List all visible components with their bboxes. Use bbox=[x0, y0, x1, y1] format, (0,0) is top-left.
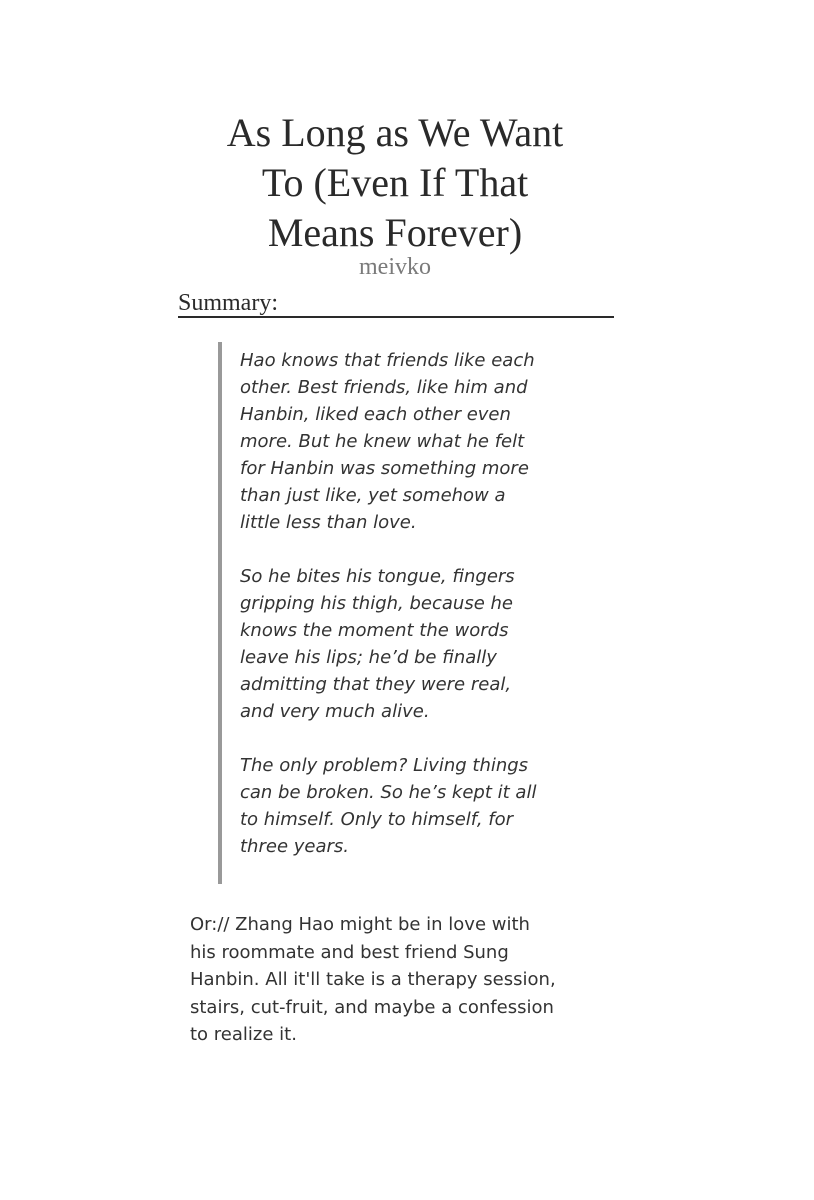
summary-heading: Summary: bbox=[178, 289, 614, 318]
summary-paragraph: So he bites his tongue, fingers gripping his thigh, because he knows the moment the words leave his lips; he’d be finally admitting that they were real, and very much alive. bbox=[240, 566, 515, 722]
summary-blockquote bbox=[218, 342, 578, 884]
alternate-summary: Or:// Zhang Hao might be in love with his roommate and best friend Sung Hanbin. All it'll take is a therapy session, stairs, cut-fruit, and maybe a confession to realize it. bbox=[190, 914, 556, 1045]
summary-paragraph: The only problem? Living things can be broken. So he’s kept it all to himself. Only to himself, for three years. bbox=[240, 755, 537, 857]
author-name: meivko bbox=[359, 254, 431, 280]
summary-paragraph: Hao knows that friends like each other. Best friends, like him and Hanbin, liked each other even more. But he knew what he felt for Hanbin was something more than just like, yet somehow a little less than love. bbox=[240, 350, 535, 533]
work-title: As Long as We Want To (Even If That Means Forever) bbox=[226, 110, 564, 255]
